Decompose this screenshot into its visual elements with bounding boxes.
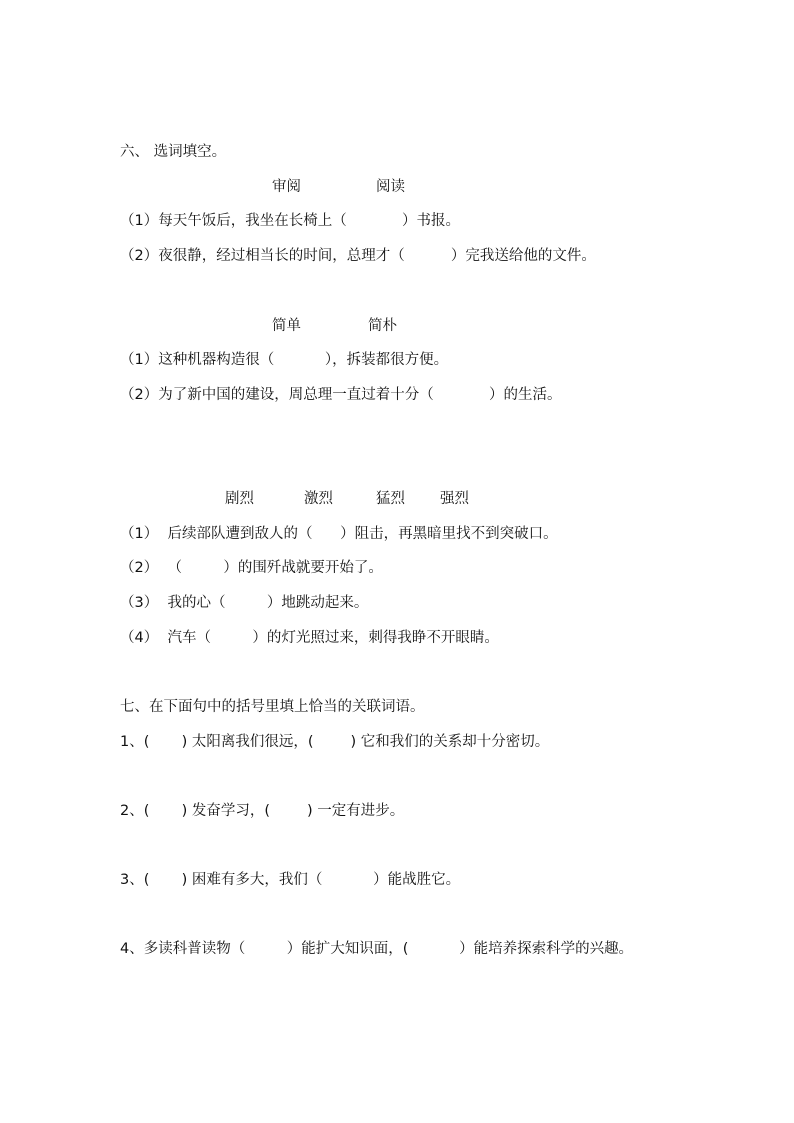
fill-sentence: （2） （ ）的围歼战就要开始了。: [120, 560, 383, 576]
conjunction-sentence: 4、多读科普读物（ ）能扩大知识面，( ）能培养探索科学的兴趣。: [120, 941, 634, 957]
fill-sentence: （1）每天午饭后，我坐在长椅上（ ）书报。: [120, 213, 461, 229]
word-option: 剧烈: [225, 491, 254, 507]
word-option: 激烈: [304, 491, 333, 507]
word-option: 猛烈: [376, 491, 405, 507]
fill-sentence: （2）夜很静，经过相当长的时间，总理才（ ）完我送给他的文件。: [120, 248, 596, 264]
word-option: 简朴: [368, 318, 397, 334]
word-option: 简单: [272, 318, 301, 334]
fill-sentence: （1）这种机器构造很（ ），拆装都很方便。: [120, 352, 449, 368]
fill-sentence: （2）为了新中国的建设，周总理一直过着十分（ ）的生活。: [120, 387, 562, 403]
section-7-heading: 七、在下面句中的括号里填上恰当的关联词语。: [120, 699, 425, 715]
fill-sentence: （4） 汽车（ ）的灯光照过来，刺得我睁不开眼睛。: [120, 630, 499, 646]
word-option: 阅读: [376, 179, 405, 195]
word-option: 强烈: [440, 491, 469, 507]
conjunction-sentence: 1、( ) 太阳离我们很远，( ) 它和我们的关系却十分密切。: [120, 734, 550, 750]
conjunction-sentence: 3、( ) 困难有多大，我们（ ）能战胜它。: [120, 872, 461, 888]
fill-sentence: （1） 后续部队遭到敌人的（ ）阻击，再黑暗里找不到突破口。: [120, 526, 558, 542]
word-option: 审阅: [272, 179, 301, 195]
section-6-heading: 六、 选词填空。: [120, 144, 227, 160]
conjunction-sentence: 2、( ) 发奋学习，( ) 一定有进步。: [120, 803, 405, 819]
fill-sentence: （3） 我的心（ ）地跳动起来。: [120, 595, 369, 611]
